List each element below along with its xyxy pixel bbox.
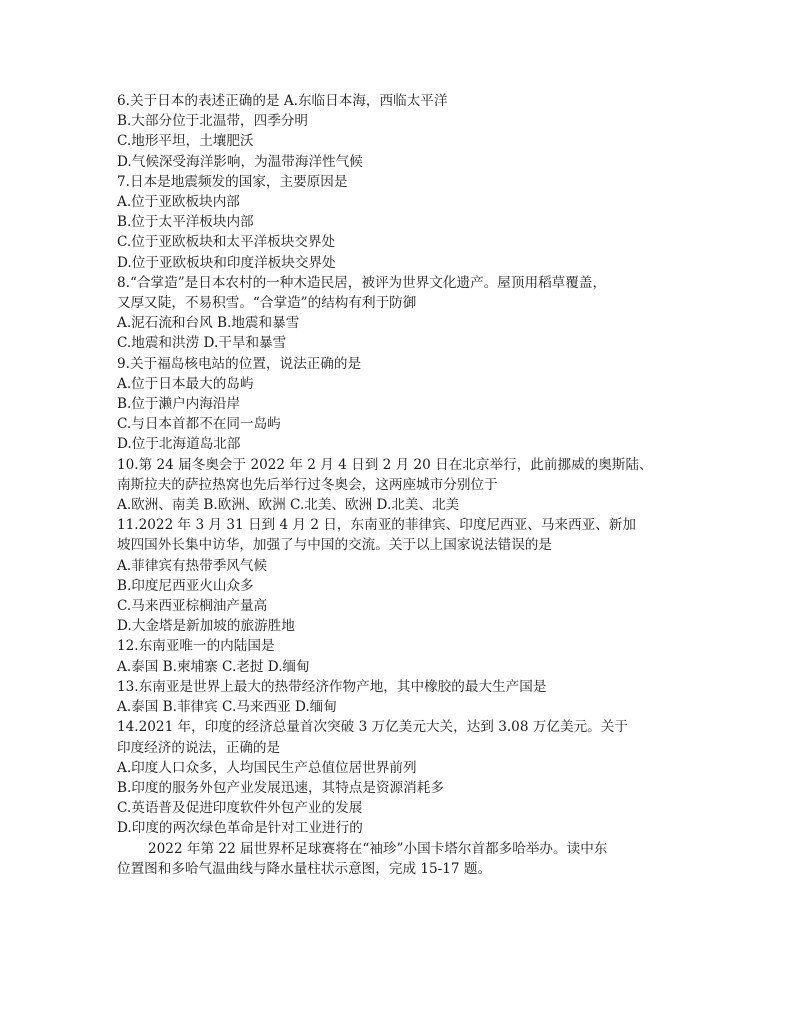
exam-page xyxy=(117,91,717,879)
q12-options: A.泰国 B.柬埔寨 C.老挝 D.缅甸 xyxy=(117,658,310,675)
q14-option-c: C.英语普及促进印度软件外包产业的发展 xyxy=(117,800,363,817)
q10-options: A.欧洲、南美 B.欧洲、欧洲 C.北美、欧洲 D.北美、北美 xyxy=(117,497,460,514)
q11-stem-line2: 坡四国外长集中访华，加强了与中国的交流。关于以上国家说法错误的是 xyxy=(117,537,552,554)
q14-option-a: A.印度人口众多，人均国民生产总值位居世界前列 xyxy=(117,759,417,776)
q15-17-intro-line2: 位置图和多哈气温曲线与降水量柱状示意图，完成 15-17 题。 xyxy=(117,860,492,877)
q11-option-c: C.马来西亚棕榈油产量高 xyxy=(117,598,268,615)
q9-option-a: A.位于日本最大的岛屿 xyxy=(117,375,254,392)
q8-stem-line1: 8.“合掌造”是日本农村的一种木造民居，被评为世界文化遗产。屋顶用稻草覆盖， xyxy=(117,274,607,291)
q14-stem-line2: 印度经济的说法，正确的是 xyxy=(117,739,281,756)
q14-option-d: D.印度的两次绿色革命是针对工业进行的 xyxy=(117,820,363,837)
q8-options-ab: A.泥石流和台风 B.地震和暴雪 xyxy=(117,315,300,332)
q6-option-c: C.地形平坦，土壤肥沃 xyxy=(117,133,254,150)
q9-option-c: C.与日本首都不在同一岛屿 xyxy=(117,416,281,433)
q7-option-d: D.位于亚欧板块和印度洋板块交界处 xyxy=(117,254,336,271)
q6-stem: 6.关于日本的表述正确的是 A.东临日本海，西临太平洋 xyxy=(117,93,448,109)
q11-stem-line1: 11.2022 年 3 月 31 日到 4 月 2 日，东南亚的菲律宾、印度尼西亚、马来西亚、新加 xyxy=(117,517,636,534)
q8-stem-line2: 又厚又陡，不易积雪。“合掌造”的结构有利于防御 xyxy=(117,295,417,312)
q10-stem-line1: 10.第 24 届冬奥会于 2022 年 2 月 4 日到 2 月 20 日在北京举行，此前挪威的奥斯陆、 xyxy=(117,456,653,473)
q13-options: A.泰国 B.菲律宾 C.马来西亚 D.缅甸 xyxy=(117,699,337,716)
q13-stem: 13.东南亚是世界上最大的热带经济作物产地，其中橡胶的最大生产国是 xyxy=(117,678,547,695)
q12-stem: 12.东南亚唯一的内陆国是 xyxy=(117,638,275,655)
q7-stem: 7.日本是地震频发的国家，主要原因是 xyxy=(117,173,348,190)
q10-stem-line2: 南斯拉夫的萨拉热窝也先后举行过冬奥会，这两座城市分别位于 xyxy=(117,476,498,493)
q7-option-b: B.位于太平洋板块内部 xyxy=(117,214,254,231)
q7-option-c: C.位于亚欧板块和太平洋板块交界处 xyxy=(117,234,336,251)
q11-option-a: A.菲律宾有热带季风气候 xyxy=(117,557,268,574)
q11-option-d: D.大金塔是新加坡的旅游胜地 xyxy=(117,618,295,635)
q6-option-d: D.气候深受海洋影响，为温带海洋性气候 xyxy=(117,153,363,170)
q15-17-intro-line1: 2022 年第 22 届世界杯足球赛将在“袖珍”小国卡塔尔首都多哈举办。读中东 xyxy=(148,840,608,857)
q6-option-b: B.大部分位于北温带，四季分明 xyxy=(117,113,309,130)
q14-option-b: B.印度的服务外包产业发展迅速，其特点是资源消耗多 xyxy=(117,779,444,796)
q7-option-a: A.位于亚欧板块内部 xyxy=(117,194,240,211)
q9-option-d: D.位于北海道岛北部 xyxy=(117,436,241,453)
q8-options-cd: C.地震和洪涝 D.干旱和暴雪 xyxy=(117,335,287,352)
q9-stem: 9.关于福岛核电站的位置，说法正确的是 xyxy=(117,355,362,372)
q9-option-b: B.位于濑户内海沿岸 xyxy=(117,396,241,413)
q14-stem-line1: 14.2021 年，印度的经济总量首次突破 3 万亿美元大关，达到 3.08 万亿美元。关于 xyxy=(117,719,628,736)
q11-option-b: B.印度尼西亚火山众多 xyxy=(117,577,254,594)
